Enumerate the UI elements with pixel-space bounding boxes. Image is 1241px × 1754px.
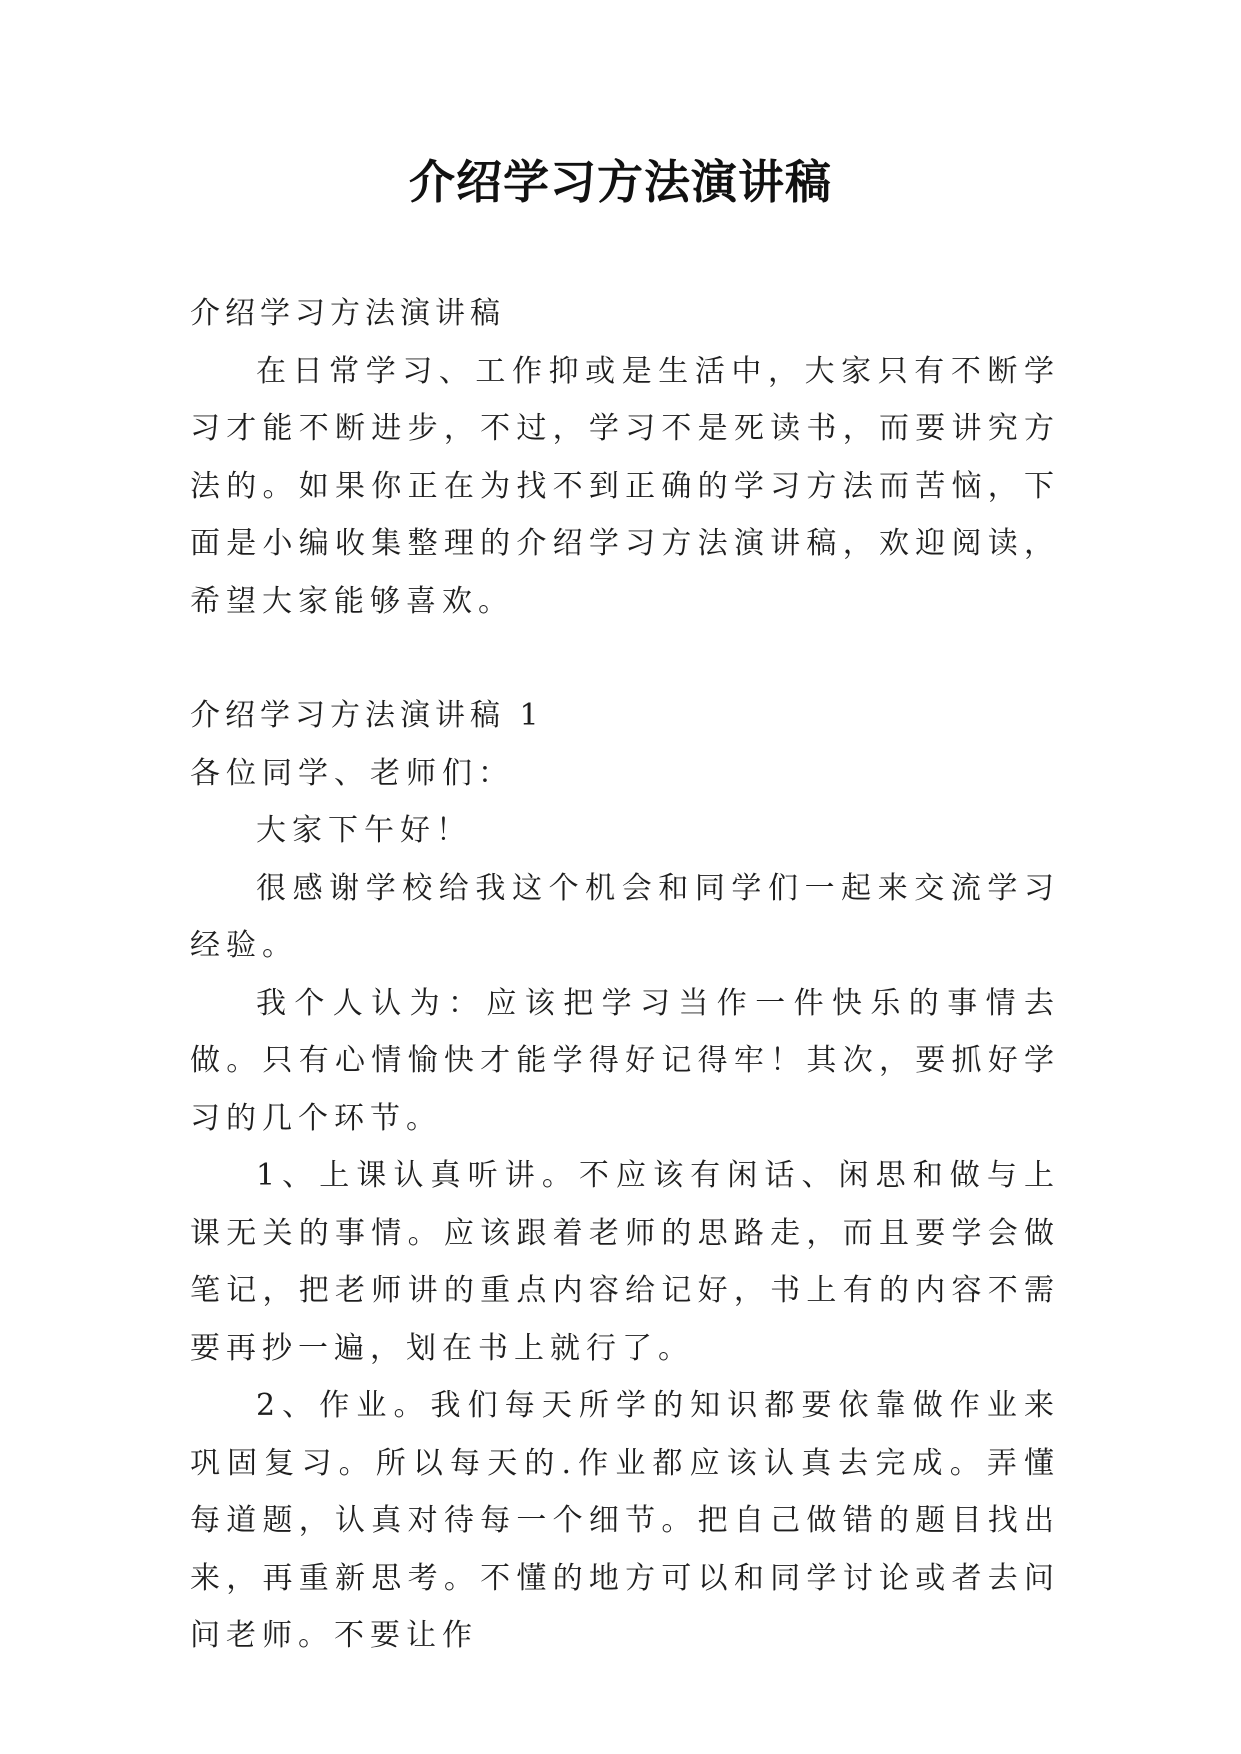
document-body (190, 285, 1060, 1665)
paragraph-point-2: 2、作业。我们每天所学的知识都要依靠做作业来巩固复习。所以每天的.作业都应该认真去完成。弄懂每道题，认真对待每一个细节。把自己做错的题目找出来，再重新思考。不懂的地方可以和同学讨论或者去问问老师。不要让作 (190, 1388, 1060, 1653)
salutation: 各位同学、老师们： (190, 755, 514, 791)
section-heading: 介绍学习方法演讲稿 1 (190, 698, 544, 733)
intro-paragraph: 在日常学习、工作抑或是生活中，大家只有不断学习才能不断进步，不过，学习不是死读书，而要讲究方法的。如果你正在为找不到正确的学习方法而苦恼，下面是小编收集整理的介绍学习方法演讲稿，欢迎阅读，希望大家能够喜欢。 (190, 353, 1060, 619)
paragraph-thanks: 很感谢学校给我这个机会和同学们一起来交流学习经验。 (190, 870, 1060, 963)
document-title: 介绍学习方法演讲稿 (409, 155, 832, 209)
paragraph-opinion: 我个人认为：应该把学习当作一件快乐的事情去做。只有心情愉快才能学得好记得牢！其次，要抓好学习的几个环节。 (190, 985, 1060, 1136)
greeting: 大家下午好！ (256, 813, 472, 848)
paragraph-point-1: 1、上课认真听讲。不应该有闲话、闲思和做与上课无关的事情。应该跟着老师的思路走，而且要学会做笔记，把老师讲的重点内容给记好，书上有的内容不需要再抄一遍，划在书上就行了。 (190, 1158, 1060, 1366)
document-subtitle: 介绍学习方法演讲稿 (190, 296, 505, 331)
